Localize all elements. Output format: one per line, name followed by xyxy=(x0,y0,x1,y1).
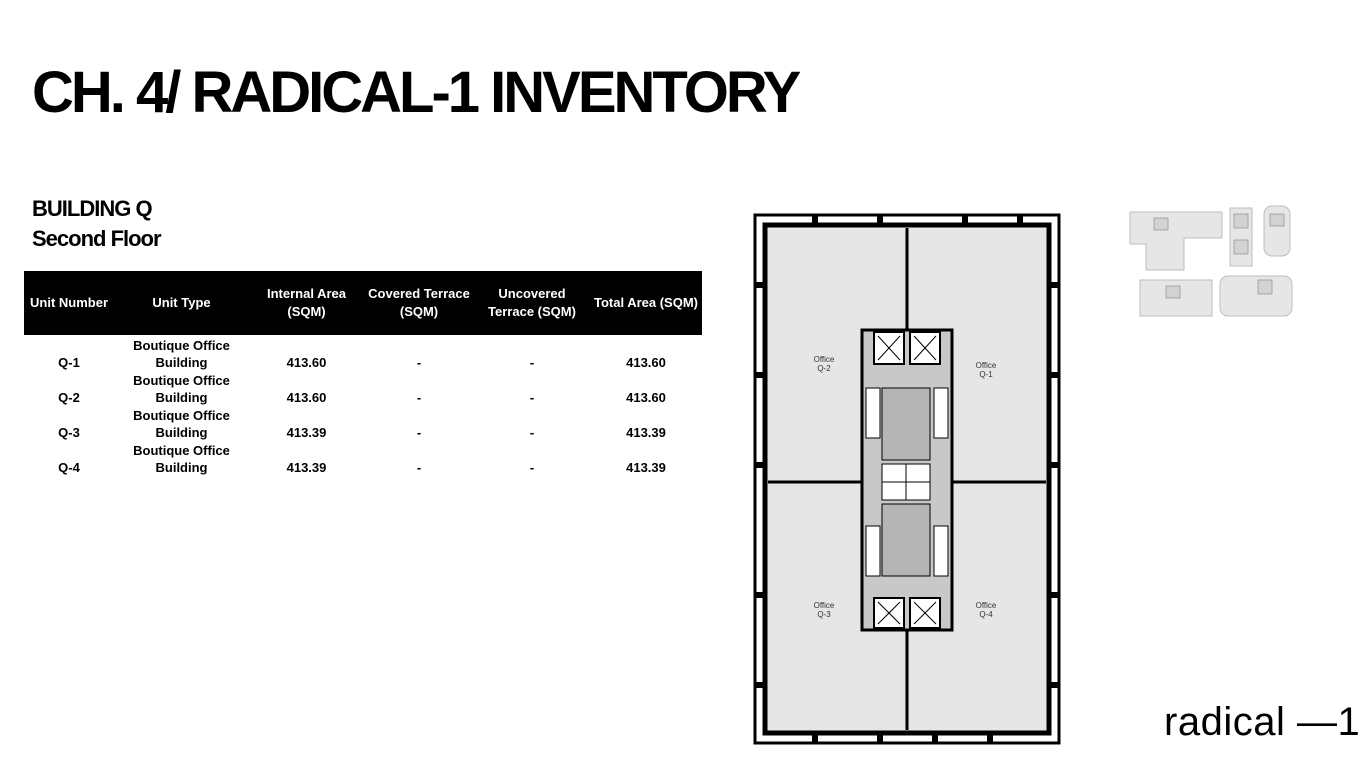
cell-unit-number: Q-2 xyxy=(58,390,80,406)
cell-total-area: 413.60 xyxy=(626,390,666,406)
cell-covered-terrace: - xyxy=(416,355,422,371)
page-title: CH. 4/ RADICAL-1 INVENTORY xyxy=(32,60,799,125)
cell-total-area: 413.60 xyxy=(626,355,666,371)
table-row xyxy=(24,407,702,442)
cell-total-area: 413.39 xyxy=(626,425,666,441)
table-row xyxy=(24,372,702,407)
key-plan xyxy=(1126,204,1296,320)
cell-covered-terrace: - xyxy=(416,425,422,441)
cell-uncovered-terrace: - xyxy=(529,425,535,441)
header-internal-area: Internal Area (SQM) xyxy=(249,271,364,335)
office-q2-unit: Q-2 xyxy=(817,364,831,373)
cell-uncovered-terrace: - xyxy=(529,460,535,476)
office-q1-word: Office xyxy=(975,361,997,370)
cell-unit-type: Boutique Office Building xyxy=(133,373,230,406)
header-covered-terrace: Covered Terrace (SQM) xyxy=(364,271,474,335)
office-q3-word: Office xyxy=(813,601,835,610)
cell-unit-number: Q-4 xyxy=(58,460,80,476)
cell-unit-type: Boutique Office Building xyxy=(133,338,230,371)
inventory-table xyxy=(24,271,702,477)
cell-internal-area: 413.60 xyxy=(286,390,327,406)
header-unit-type: Unit Type xyxy=(114,271,249,335)
office-q2-word: Office xyxy=(813,355,835,364)
floor-plan xyxy=(752,212,1062,746)
office-q4-word: Office xyxy=(975,601,997,610)
cell-unit-type: Boutique Office Building xyxy=(133,443,230,476)
cell-covered-terrace: - xyxy=(416,460,422,476)
header-uncovered-terrace: Uncovered Terrace (SQM) xyxy=(474,271,590,335)
cell-unit-type: Boutique Office Building xyxy=(133,408,230,441)
cell-uncovered-terrace: - xyxy=(529,355,535,371)
cell-total-area: 413.39 xyxy=(626,460,666,476)
cell-uncovered-terrace: - xyxy=(529,390,535,406)
cell-unit-number: Q-1 xyxy=(58,355,80,371)
cell-internal-area: 413.39 xyxy=(286,460,327,476)
office-q4-unit: Q-4 xyxy=(979,610,993,619)
cell-covered-terrace: - xyxy=(416,390,422,406)
office-q3-unit: Q-3 xyxy=(817,610,831,619)
brand-logo: radical —1 xyxy=(1164,700,1361,744)
table-row xyxy=(24,442,702,477)
cell-unit-number: Q-3 xyxy=(58,425,80,441)
header-total-area: Total Area (SQM) xyxy=(590,271,702,335)
cell-internal-area: 413.39 xyxy=(286,425,327,441)
cell-internal-area: 413.60 xyxy=(286,355,327,371)
office-q1-unit: Q-1 xyxy=(979,370,993,379)
floor-name: Second Floor xyxy=(32,226,161,251)
building-name: BUILDING Q xyxy=(32,196,152,221)
header-unit-number: Unit Number xyxy=(24,271,114,335)
table-header-row xyxy=(24,271,702,335)
table-row xyxy=(24,335,702,372)
core xyxy=(862,330,952,630)
